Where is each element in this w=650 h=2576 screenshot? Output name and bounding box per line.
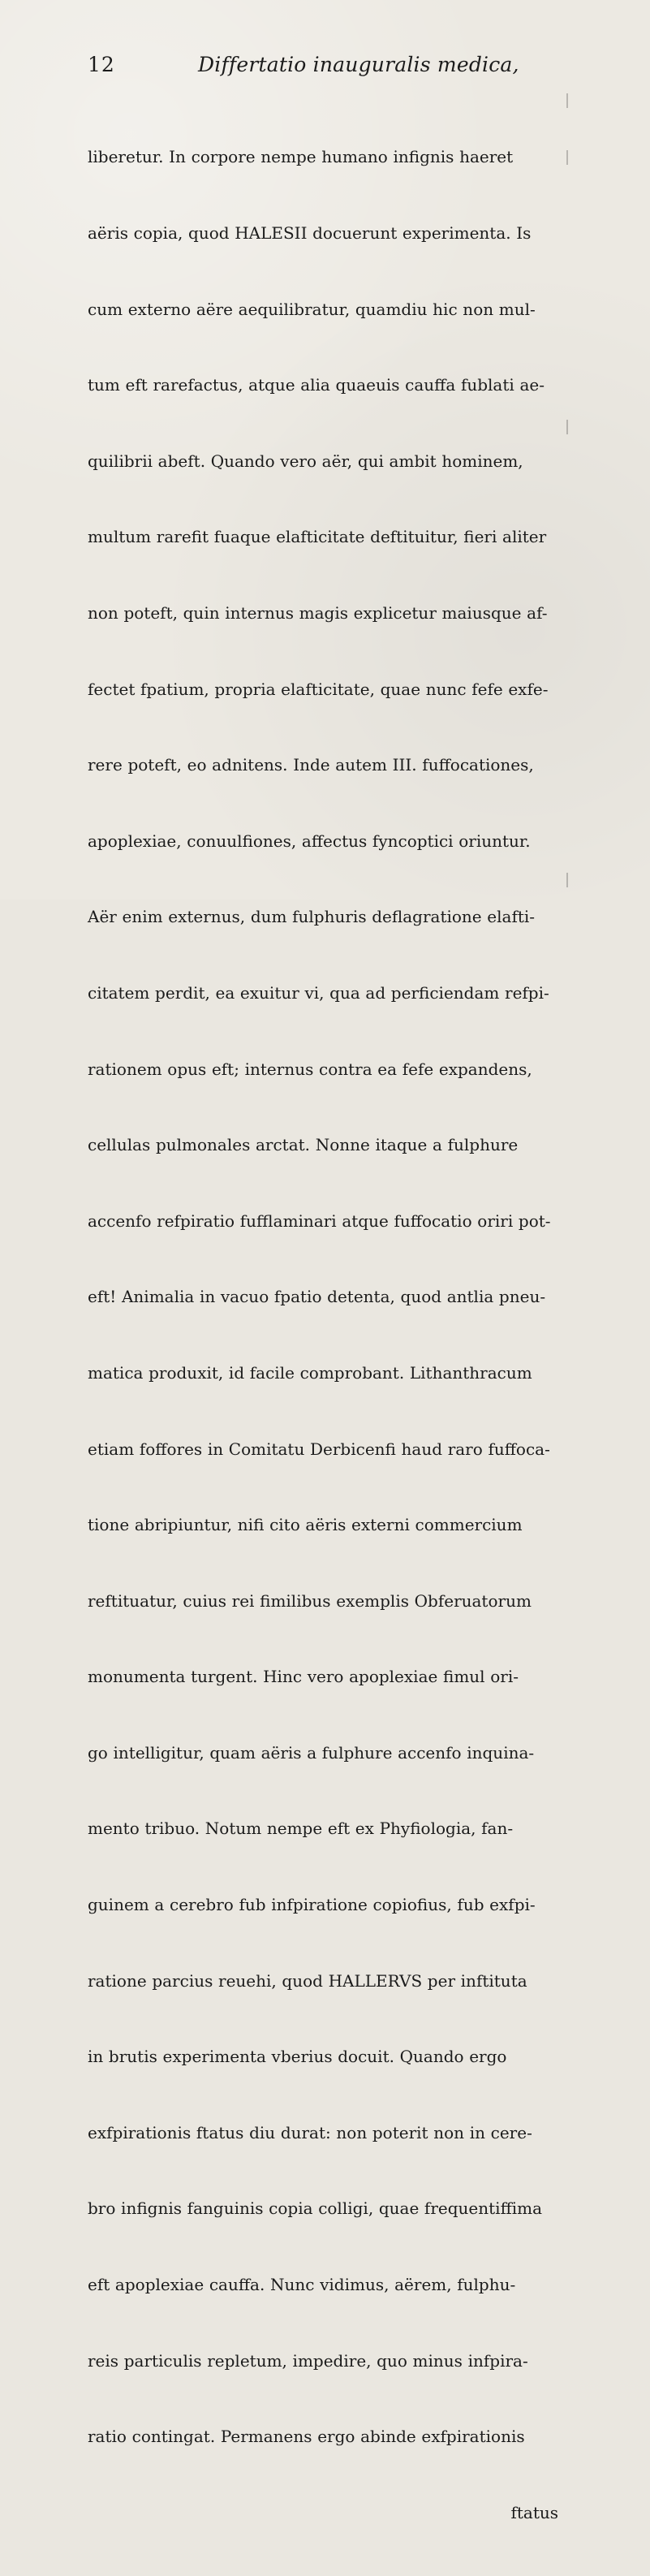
- page-number: 12: [88, 53, 115, 76]
- text-line: ftatus: [510, 2502, 558, 2522]
- page-header: [88, 49, 536, 81]
- margin-mark: [566, 420, 568, 434]
- text-line: Aër enim externus, dum fulphuris deflagratione elafti-: [88, 907, 536, 927]
- text-line: guinem a cerebro fub infpiratione copiofius, fub exfpi-: [88, 1895, 536, 1915]
- body-text: [88, 94, 558, 2576]
- text-line: matica produxit, id facile comprobant. Lithanthracum: [88, 1362, 532, 1383]
- running-title: Differtatio inauguralis medica,: [198, 53, 519, 76]
- text-line: multum rarefit fuaque elafticitate deftituitur, fieri aliter: [88, 527, 547, 547]
- text-line: cum externo aëre aequilibratur, quamdiu hic non mul-: [88, 299, 536, 319]
- text-line: liberetur. In corpore nempe humano infignis haeret: [88, 147, 514, 167]
- text-line: monumenta turgent. Hinc vero apoplexiae fimul ori-: [88, 1667, 519, 1687]
- text-line: reis particulis repletum, impedire, quo minus infpira-: [88, 2350, 528, 2371]
- text-line: non poteft, quin internus magis explicetur maiusque af-: [88, 602, 548, 623]
- text-line: exfpirationis ftatus diu durat: non poterit non in cere-: [88, 2122, 532, 2142]
- text-line: tum eft rarefactus, atque alia quaeuis cauffa fublati ae-: [88, 375, 545, 395]
- text-line: apoplexiae, conuulfiones, affectus fyncoptici oriuntur.: [88, 831, 531, 851]
- margin-mark: [566, 93, 568, 108]
- text-line: etiam foffores in Comitatu Derbicenfi haud raro fuffoca-: [88, 1439, 550, 1459]
- text-line: eft apoplexiae cauffa. Nunc vidimus, aërem, fulphu-: [88, 2275, 516, 2295]
- margin-marks: [555, 93, 568, 873]
- text-line: fectet fpatium, propria elafticitate, quae nunc fefe exfe-: [88, 679, 549, 699]
- text-line: mento tribuo. Notum nempe eft ex Phyfiologia, fan-: [88, 1819, 514, 1839]
- text-line: eft! Animalia in vacuo fpatio detenta, quod antlia pneu-: [88, 1287, 546, 1307]
- text-line: quilibrii abeft. Quando vero aër, qui ambit hominem,: [88, 451, 523, 471]
- text-line: go intelligitur, quam aëris a fulphure accenfo inquina-: [88, 1742, 535, 1763]
- text-line: tione abripiuntur, nifi cito aëris externi commercium: [88, 1515, 523, 1535]
- margin-mark: [566, 150, 568, 165]
- text-line: reftituatur, cuius rei fimilibus exemplis Obferuatorum: [88, 1590, 532, 1611]
- text-line: in brutis experimenta vberius docuit. Quando ergo: [88, 2047, 507, 2067]
- text-line: accenfo refpiratio fufflaminari atque fuffocatio oriri pot-: [88, 1210, 551, 1231]
- text-line: citatem perdit, ea exuitur vi, qua ad perficiendam refpi-: [88, 982, 549, 1003]
- text-line: bro infignis fanguinis copia colligi, quae frequentiffima: [88, 2198, 543, 2219]
- text-line: aëris copia, quod HALESII docuerunt experimenta. Is: [88, 223, 532, 243]
- text-line: cellulas pulmonales arctat. Nonne itaque a fulphure: [88, 1135, 519, 1155]
- text-line: ratio contingat. Permanens ergo abinde exfpirationis: [88, 2427, 525, 2447]
- margin-mark: [566, 873, 568, 887]
- text-line: rere poteft, eo adnitens. Inde autem III. fuffocationes,: [88, 755, 534, 775]
- text-line: rationem opus eft; internus contra ea fefe expandens,: [88, 1059, 532, 1079]
- text-line: ratione parcius reuehi, quod HALLERVS per inftituta: [88, 1970, 527, 1991]
